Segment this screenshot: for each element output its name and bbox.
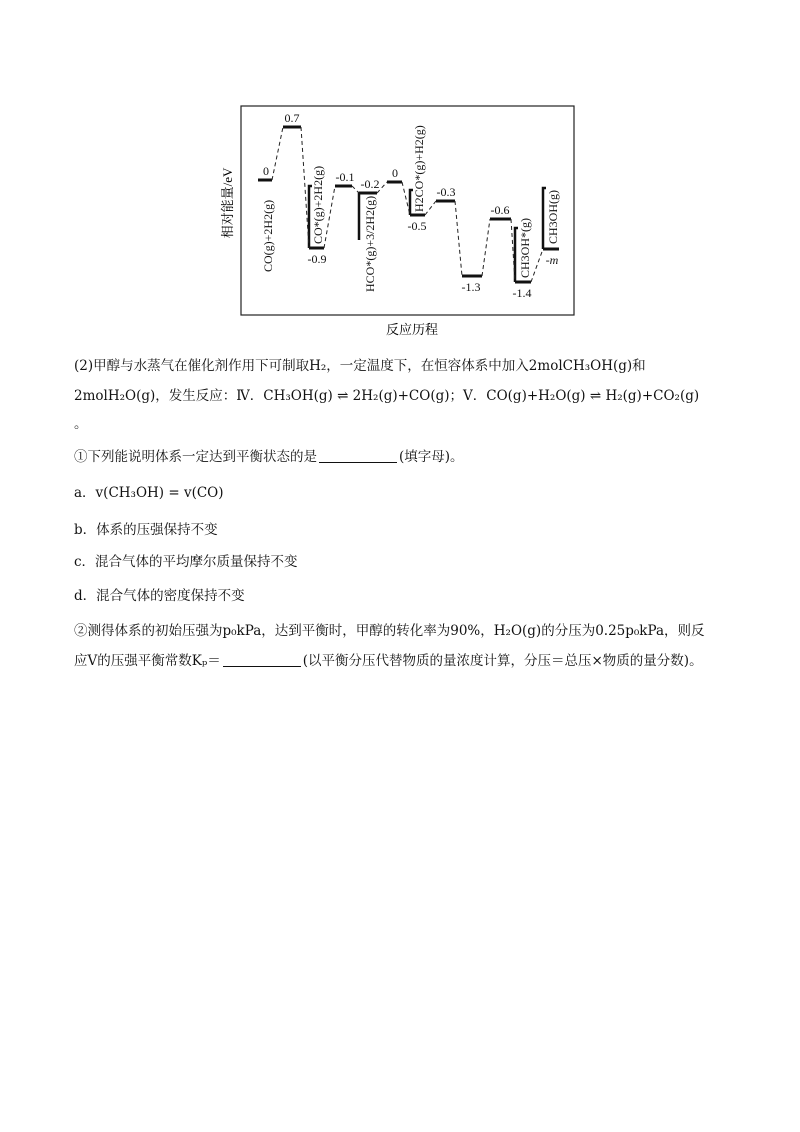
option-b: b．体系的压强保持不变: [74, 522, 218, 538]
sub2-suffix: (以平衡分压代替物质的量浓度计算，分压＝总压×物质的量分数)。: [302, 653, 703, 669]
energy-label: 0: [263, 164, 269, 178]
species-label: CH3OH*(g): [518, 218, 532, 278]
energy-label: -0.1: [335, 170, 355, 184]
answer-blank-1[interactable]: [319, 448, 397, 463]
species-label: CH3OH(g): [546, 190, 560, 244]
question-intro-line2: 2molH₂O(g)，发生反应：Ⅳ．CH₃OH(g) ⇌ 2H₂(g)+CO(g)；Ⅴ．CO(g)+H₂O(g) ⇌ H₂(g)+CO₂(g): [74, 388, 700, 404]
sub1-prompt: ①下列能说明体系一定达到平衡状态的是: [74, 449, 317, 465]
sub-question-2-line1: ②测得体系的初始压强为p₀kPa，达到平衡时，甲醇的转化率为90%，H₂O(g)的分压为0.25p₀kPa，则反: [74, 623, 705, 639]
species-label: CO(g)+2H2(g): [261, 199, 275, 272]
option-d: d．混合气体的密度保持不变: [74, 588, 245, 604]
energy-profile-diagram: [0, 0, 800, 345]
option-c: c．混合气体的平均摩尔质量保持不变: [74, 554, 298, 570]
sub-question-2-line2: [74, 651, 703, 671]
energy-label: -1.3: [461, 280, 481, 294]
energy-label: -0.2: [360, 177, 380, 191]
energy-label: -0.5: [407, 219, 427, 233]
option-a: a．v(CH₃OH) = v(CO): [74, 485, 224, 501]
species-label: HCO*(g)+3/2H2(g): [363, 195, 377, 292]
diagram-frame: [241, 106, 574, 315]
energy-label: 0.7: [284, 111, 300, 125]
answer-blank-2[interactable]: [223, 652, 301, 667]
energy-label: -m: [545, 253, 559, 267]
species-label: CO*(g)+2H2(g): [311, 165, 325, 244]
y-axis-label: 相对能量/eV: [220, 167, 235, 239]
sub-question-1: [74, 447, 464, 467]
energy-label: -1.4: [512, 286, 532, 300]
energy-label: -0.6: [490, 203, 510, 217]
energy-label: 0: [392, 166, 398, 180]
sub2-prefix: 应Ⅴ的压强平衡常数Kₚ＝: [74, 653, 221, 669]
bracket-marks: [309, 186, 546, 282]
sub1-suffix: (填字母)。: [399, 449, 464, 465]
question-intro-line3: 。: [74, 416, 88, 432]
energy-label: -0.3: [436, 185, 456, 199]
question-intro-line1: (2)甲醇与水蒸气在催化剂作用下可制取H₂，一定温度下，在恒容体系中加入2molCH₃OH(g)和: [74, 358, 646, 374]
energy-label: -0.9: [307, 252, 327, 266]
x-axis-label: 反应历程: [385, 322, 439, 337]
species-label: H2CO*(g)+H2(g): [412, 125, 426, 212]
